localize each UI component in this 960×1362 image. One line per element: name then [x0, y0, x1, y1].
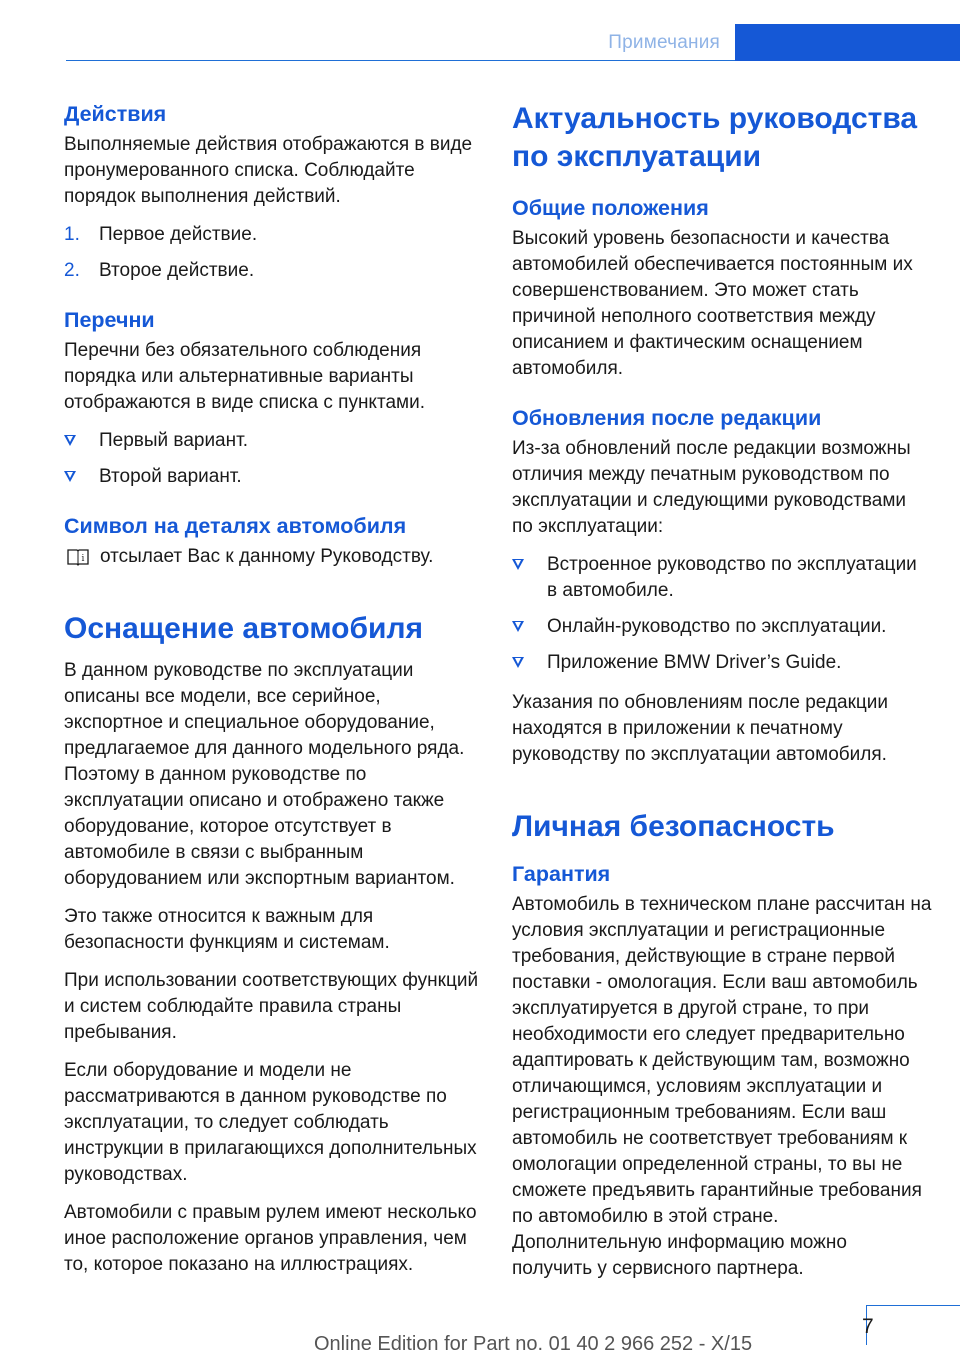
updates-note: Указания по обновлениям после редакции находятся в приложении к печатному руководству по эксплуатации автомобиля. — [512, 692, 889, 765]
symbol-text: отсылает Вас к данному Руководству. — [100, 546, 434, 567]
equipment-paragraph: При использовании соответствующих функций и систем соблюдайте правила страны пребывания. — [64, 970, 479, 1043]
header-section-title: Примечания — [608, 32, 720, 53]
general-text: Высокий уровень безопасности и качества автомобилей обеспечивается постоянным их совершенствованием. Это может стать причиной неполного соответствия между описанием и фактическим оснащением автомобиля. — [512, 228, 913, 379]
actions-text: Выполняемые действия отображаются в виде пронумерованного списка. Соблюдайте порядок выполнения действий. — [64, 134, 473, 207]
warranty-text: Автомобиль в техническом плане рассчитан на условия эксплуатации и регистрационные требования, действующие в стране первой поставки - омологация. Если ваш автомобиль эксплуатируется в другой стране, то при необходимости его следует предварительно адаптировать к действующим там, возможно отличающимся, условиям эксплуатации и регистрационным требованиям. Если ваш автомобиль не соответствует требованиям к омологации определенной страны, то вы не сможете предъявить гарантийные требования по автомобилю в этой стране. Дополнительную информацию можно получить у сервисного партнера. — [512, 894, 932, 1279]
symbol-heading: Символ на деталях автомобиля — [64, 514, 407, 538]
book-icon — [66, 547, 90, 567]
list-item-text: Второе действие. — [99, 260, 255, 281]
footer-rule-horizontal — [866, 1305, 960, 1306]
list-item-text: Онлайн-руководство по эксплуатации. — [547, 616, 887, 637]
warranty-heading: Гарантия — [512, 862, 611, 886]
list-number: 2. — [64, 260, 80, 281]
header-rule — [66, 60, 735, 61]
list-item-text: Встроенное руководство по эксплуатации в автомобиле. — [547, 554, 917, 601]
header-accent-block — [735, 24, 960, 61]
list-item-text: Первый вариант. — [99, 430, 248, 451]
bullet-triangle-icon — [512, 621, 524, 632]
updates-text: Из-за обновлений после редакции возможны отличия между печатным руководством по эксплуатации и следующими руководствами по эксплуатации: — [512, 438, 911, 537]
bullet-triangle-icon — [64, 435, 76, 446]
symbol-row — [64, 544, 480, 570]
page-number: 7 — [862, 1315, 874, 1338]
list-item-text: Первое действие. — [99, 224, 258, 245]
list-item — [64, 464, 480, 490]
list-item — [512, 552, 932, 604]
list-item — [64, 222, 480, 248]
equipment-paragraph: Если оборудование и модели не рассматриваются в данном руководстве по эксплуатации, то следует соблюдать инструкции в прилагающихся дополнительных руководствах. — [64, 1060, 477, 1185]
watermark-text: Online Edition for Part no. 01 40 2 966 252 - X/15 — [314, 1333, 753, 1355]
actions-heading: Действия — [64, 102, 167, 126]
list-item — [64, 258, 480, 284]
left-column — [64, 100, 480, 1290]
lists-heading: Перечни — [64, 308, 155, 332]
lists-list — [64, 428, 480, 490]
list-item — [512, 614, 932, 640]
equipment-paragraph: Это также относится к важным для безопасности функциям и системам. — [64, 906, 390, 953]
bullet-triangle-icon — [64, 471, 76, 482]
equipment-heading: Оснащение автомобиля — [64, 612, 424, 645]
safety-heading: Личная безопасность — [512, 810, 835, 843]
equipment-paragraph: Автомобили с правым рулем имеют несколько иное расположение органов управления, чем то, которое показано на иллюстрациях. — [64, 1202, 477, 1275]
general-heading: Общие положения — [512, 196, 709, 220]
list-item — [512, 650, 932, 676]
actions-list — [64, 222, 480, 284]
list-item-text: Второй вариант. — [99, 466, 242, 487]
list-item-text: Приложение BMW Driver’s Guide. — [547, 652, 842, 673]
equipment-paragraph: В данном руководстве по эксплуатации описаны все модели, все серийное, экспортное и специальное оборудование, предлагаемое для данного модельного ряда. Поэтому в данном руководстве по эксплуатации описано и отображено также оборудование, которое отсутствует в автомобиле в связи с выбранным оборудованием или экспортным вариантом. — [64, 660, 465, 889]
relevance-heading: Актуальность руководства по эксплуатации — [512, 102, 918, 173]
bullet-triangle-icon — [512, 657, 524, 668]
list-item — [64, 428, 480, 454]
svg-text:i: i — [81, 554, 85, 564]
updates-list — [512, 552, 932, 676]
bullet-triangle-icon — [512, 559, 524, 570]
right-column — [512, 100, 932, 1294]
list-number: 1. — [64, 224, 80, 245]
lists-text: Перечни без обязательного соблюдения порядка или альтернативные варианты отображаются в виде списка с пунктами. — [64, 340, 425, 413]
updates-heading: Обновления после редакции — [512, 406, 822, 430]
